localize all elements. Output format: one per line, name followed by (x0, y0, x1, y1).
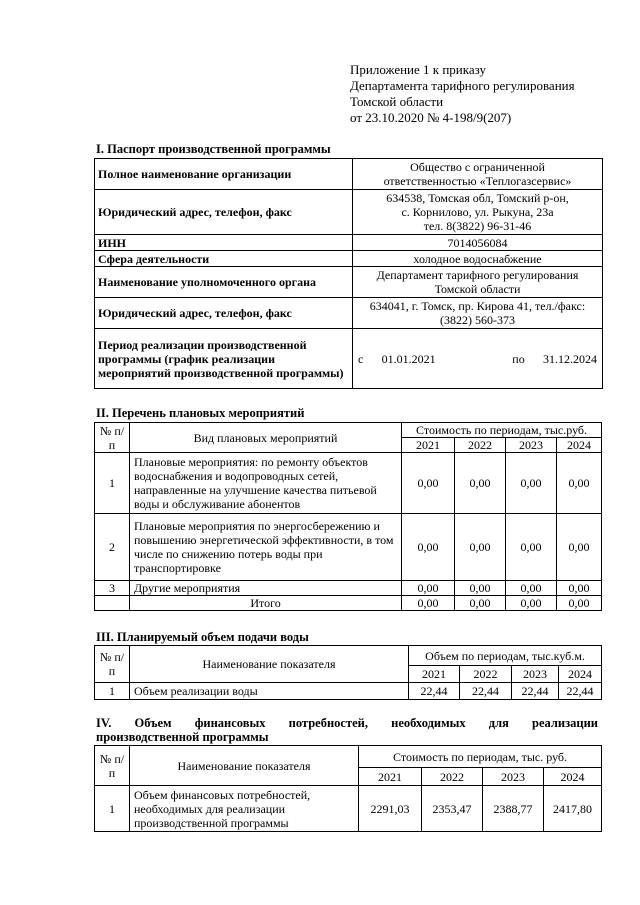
section-1-title: I. Паспорт производственной программы (96, 142, 331, 156)
cell-value: 2353,47 (422, 786, 483, 832)
period-to-date: 31.12.2024 (543, 351, 597, 366)
col-name-header: Наименование показателя (130, 746, 359, 786)
total-num-cell (95, 596, 130, 611)
col-num-header: № п/п (95, 646, 130, 683)
row-num: 1 (95, 786, 130, 832)
col-name-header: Наименование показателя (130, 646, 409, 683)
cell-value: 0,00 (455, 453, 506, 514)
cell-value: 22,44 (512, 683, 559, 700)
value-line: с. Корнилово, ул. Рыкуна, 23а (401, 205, 554, 219)
section-2-title: II. Перечень плановых мероприятий (96, 406, 305, 420)
year-header: 2024 (559, 666, 602, 683)
cell-value: 0,00 (455, 514, 506, 581)
value-line: Общество с ограниченной (410, 160, 545, 174)
section-3-title: III. Планируемый объем подачи воды (96, 630, 309, 644)
year-header: 2021 (402, 438, 455, 453)
passport-table (94, 158, 603, 389)
year-header: 2022 (422, 768, 483, 786)
year-header: 2021 (359, 768, 422, 786)
row-label: Юридический адрес, телефон, факс (95, 190, 353, 235)
row-name: Плановые мероприятия: по ремонту объектов водоснабжения и водопроводных сетей, направленные на улучшение качества питьевой воды и обслуживание абонентов (130, 453, 402, 514)
passport-row (95, 251, 603, 267)
section-4-title (96, 716, 598, 744)
row-label: ИНН (95, 235, 353, 251)
cell-value: 2291,03 (359, 786, 422, 832)
cell-value: 2417,80 (544, 786, 602, 832)
cell-value: 0,00 (557, 581, 602, 596)
passport-row (95, 190, 603, 235)
financial-needs-table (94, 745, 602, 832)
period-value (353, 329, 603, 389)
row-value: холодное водоснабжение (353, 251, 603, 267)
cell-value: 0,00 (402, 514, 455, 581)
row-name: Плановые мероприятия по энергосбережению и повышению энергетической эффективности, в том числе по снижению потерь воды при транспортировке (130, 514, 402, 581)
period-label: Период реализации производственной программы (график реализации мероприятий производственной программы) (95, 329, 353, 389)
cell-value: 2388,77 (483, 786, 544, 832)
row-name: Объем реализации воды (130, 683, 409, 700)
row-num: 1 (95, 683, 130, 700)
appendix-line: Департамента тарифного регулирования (350, 78, 575, 93)
value-line: 634041, г. Томск, пр. Кирова 41, тел./факс: (369, 299, 586, 313)
appendix-line: Томской области (350, 94, 444, 109)
table-row (95, 786, 602, 832)
cell-value: 0,00 (506, 581, 557, 596)
total-row (95, 596, 602, 611)
appendix-line: от 23.10.2020 № 4-198/9(207) (350, 110, 512, 125)
total-value: 0,00 (506, 596, 557, 611)
row-label: Сфера деятельности (95, 251, 353, 267)
row-value (353, 267, 603, 298)
water-volume-table (94, 645, 602, 700)
period-from-word: с (358, 351, 364, 366)
year-header: 2023 (483, 768, 544, 786)
passport-row (95, 235, 603, 251)
row-num: 2 (95, 514, 130, 581)
row-value (353, 190, 603, 235)
period-to-word: по (512, 351, 525, 366)
total-value: 0,00 (402, 596, 455, 611)
row-label: Полное наименование организации (95, 159, 353, 190)
year-header: 2023 (512, 666, 559, 683)
cell-value: 0,00 (506, 514, 557, 581)
cell-value: 22,44 (460, 683, 512, 700)
period-from-date: 01.01.2021 (381, 351, 436, 366)
cell-value: 0,00 (557, 514, 602, 581)
year-header: 2022 (460, 666, 512, 683)
row-value (353, 159, 603, 190)
cell-value: 22,44 (559, 683, 602, 700)
value-line: (3822) 560-373 (440, 313, 515, 327)
cell-value: 0,00 (402, 453, 455, 514)
col-group-header: Объем по периодам, тыс.куб.м. (409, 646, 602, 666)
row-label: Юридический адрес, телефон, факс (95, 298, 353, 329)
section-4-title-line: IV. Объем финансовых потребностей, необходимых для реализации (96, 716, 598, 730)
cell-value: 22,44 (409, 683, 460, 700)
appendix-header (350, 62, 575, 126)
table-row (95, 514, 602, 581)
passport-row (95, 159, 603, 190)
col-num-header: № п/п (95, 746, 130, 786)
year-header: 2022 (455, 438, 506, 453)
row-value: 7014056084 (353, 235, 603, 251)
total-value: 0,00 (557, 596, 602, 611)
passport-row (95, 298, 603, 329)
value-line: Департамент тарифного регулирования (376, 268, 579, 282)
cell-value: 0,00 (557, 453, 602, 514)
row-num: 3 (95, 581, 130, 596)
year-header: 2024 (557, 438, 602, 453)
row-label: Наименование уполномоченного органа (95, 267, 353, 298)
row-name: Другие мероприятия (130, 581, 402, 596)
activities-table (94, 422, 602, 611)
cell-value: 0,00 (455, 581, 506, 596)
col-num-header: № п/п (95, 423, 130, 453)
value-line: 634538, Томская обл, Томский р-он, (386, 191, 569, 205)
appendix-line: Приложение 1 к приказу (350, 62, 487, 77)
header-row (95, 646, 602, 666)
passport-row (95, 267, 603, 298)
value-line: тел. 8(3822) 96-31-46 (423, 219, 532, 233)
col-group-header: Стоимость по периодам, тыс. руб. (359, 746, 602, 768)
year-header: 2021 (409, 666, 460, 683)
total-value: 0,00 (455, 596, 506, 611)
table-row (95, 683, 602, 700)
col-name-header: Вид плановых мероприятий (130, 423, 402, 453)
cell-value: 0,00 (402, 581, 455, 596)
header-row (95, 423, 602, 438)
row-num: 1 (95, 453, 130, 514)
value-line: ответственностью «Теплогазсервис» (383, 174, 572, 188)
table-row (95, 581, 602, 596)
year-header: 2023 (506, 438, 557, 453)
cell-value: 0,00 (506, 453, 557, 514)
col-group-header: Стоимость по периодам, тыс.руб. (402, 423, 602, 438)
year-header: 2024 (544, 768, 602, 786)
value-line: Томской области (434, 282, 521, 296)
total-label: Итого (130, 596, 402, 611)
header-row (95, 746, 602, 768)
section-4-title-line: производственной программы (96, 730, 269, 744)
passport-period-row (95, 329, 603, 389)
row-name: Объем финансовых потребностей, необходимых для реализации производственной программы (130, 786, 359, 832)
table-row (95, 453, 602, 514)
row-value (353, 298, 603, 329)
